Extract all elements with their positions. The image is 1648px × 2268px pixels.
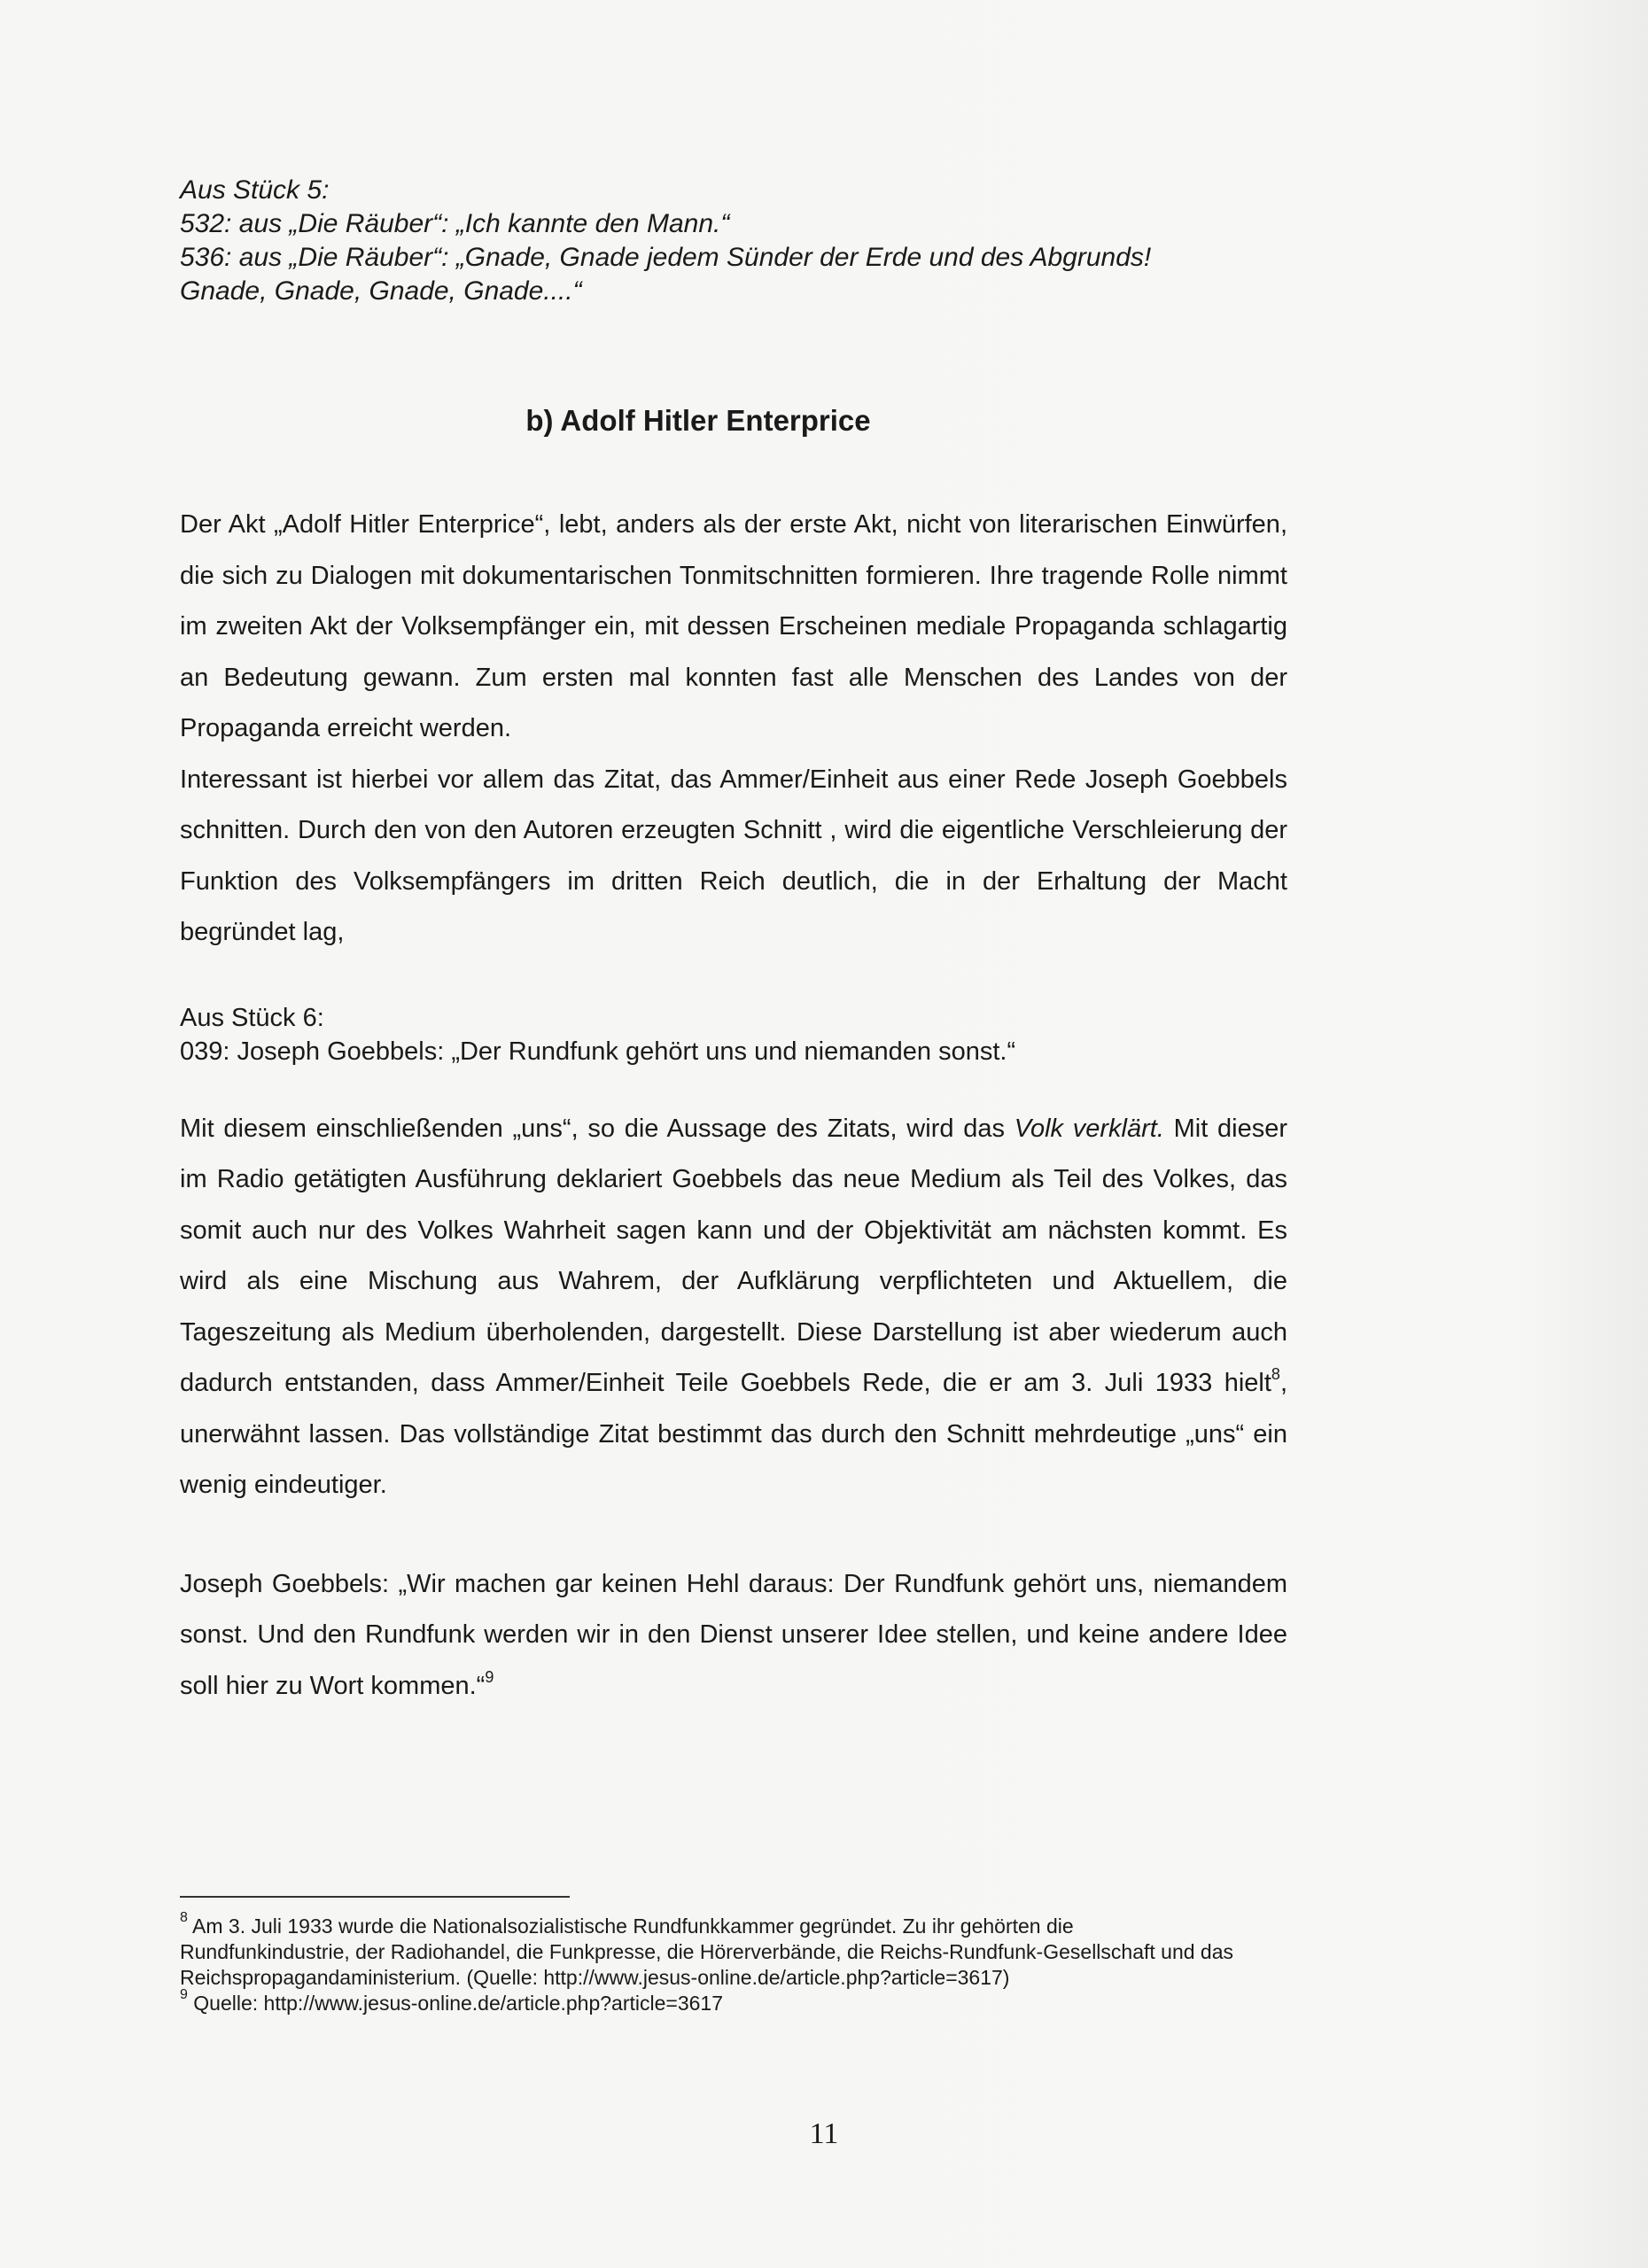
quote-block-stueck-6 [180, 1001, 1287, 1068]
footnote-text: Am 3. Juli 1933 wurde die Nationalsozialistische Rundfunkkammer gegründet. Zu ihr gehörten die Rundfunkindustrie, der Radiohandel, die Funkpresse, die Hörerverbände, die Reichs-Rundfunk-Gesellschaft und das Reichspropagandaministerium. (Quelle: http://www.jesus-online.de/article.php?article=3617) [180, 1915, 1234, 1989]
footnote-reference: 9 [485, 1667, 494, 1686]
page-number: 11 [809, 2117, 839, 2150]
footnote-reference: 8 [1271, 1365, 1280, 1384]
quote-line: Aus Stück 6: [180, 1003, 324, 1032]
quote-line: 532: aus „Die Räuber“: „Ich kannte den Mann.“ [180, 209, 730, 238]
quote-line: 536: aus „Die Räuber“: „Gnade, Gnade jedem Sünder der Erde und des Abgrunds! [180, 243, 1152, 272]
goebbels-quote: Joseph Goebbels: „Wir machen gar keinen Hehl daraus: Der Rundfunk gehört uns, niemandem sonst. Und den Rundfunk werden wir in den Dienst unserer Idee stellen, und keine andere Idee soll hier zu Wort kommen.“ [180, 1569, 1287, 1700]
footnote-separator [180, 1896, 570, 1898]
page-content [180, 174, 1287, 1712]
footnotes [180, 1910, 1243, 2016]
paragraph-text: Mit dieser im Radio getätigten Ausführung deklariert Goebbels das neue Medium als Teil des Volkes, das somit auch nur des Volkes Wahrheit sagen kann und der Objektivität am nächsten kommt. Es wird als eine Mischung aus Wahrem, der Aufklärung verpflichteten und Aktuellem, die Tageszeitung als Medium überholenden, dargestellt. Diese Darstellung ist aber wiederum auch dadurch entstanden, dass Ammer/Einheit Teile Goebbels Rede, die er am 3. Juli 1933 hielt [180, 1114, 1288, 1397]
footnote-number: 9 [180, 1987, 188, 2003]
footnote [180, 1987, 1243, 2016]
footnote [180, 1910, 1243, 1991]
paragraph: Interessant ist hierbei vor allem das Zitat, das Ammer/Einheit aus einer Rede Joseph Goebbels schnitten. Durch den von den Autoren erzeugten Schnitt , wird die eigentliche Verschleierung der Funktion des Volksempfängers im dritten Reich deutlich, die in der Erhaltung der Macht begründet lag, [180, 765, 1287, 946]
footnote-number: 8 [180, 1910, 188, 1926]
paragraph [180, 1104, 1287, 1511]
paragraph-text: Mit diesem einschließenden „uns“, so die Aussage des Zitats, wird das [180, 1114, 1014, 1143]
paragraph: Der Akt „Adolf Hitler Enterprice“, lebt, anders als der erste Akt, nicht von literarischen Einwürfen, die sich zu Dialogen mit dokumentarischen Tonmitschnitten formieren. Ihre tragende Rolle nimmt im zweiten Akt der Volksempfänger ein, mit dessen Erscheinen mediale Propaganda schlagartig an Bedeutung gewann. Zum ersten mal konnten fast alle Menschen des Landes von der Propaganda erreicht werden. [180, 510, 1287, 742]
quote-block-stueck-5 [180, 174, 1287, 308]
section-heading: b) Adolf Hitler Enterprice [525, 404, 871, 437]
emphasis-text: Volk verklärt. [1014, 1114, 1164, 1143]
paragraph [180, 1559, 1287, 1713]
quote-line: Aus Stück 5: [180, 175, 330, 205]
paragraph-text: , unerwähnt lassen. Das vollständige Zitat bestimmt das durch den Schnitt mehrdeutige „uns“ ein wenig eindeutiger. [180, 1369, 1287, 1499]
quote-line: Gnade, Gnade, Gnade, Gnade....“ [180, 276, 582, 306]
quote-line: 039: Joseph Goebbels: „Der Rundfunk gehört uns und niemanden sonst.“ [180, 1037, 1016, 1066]
footnote-text: Quelle: http://www.jesus-online.de/article.php?article=3617 [187, 1992, 724, 2015]
